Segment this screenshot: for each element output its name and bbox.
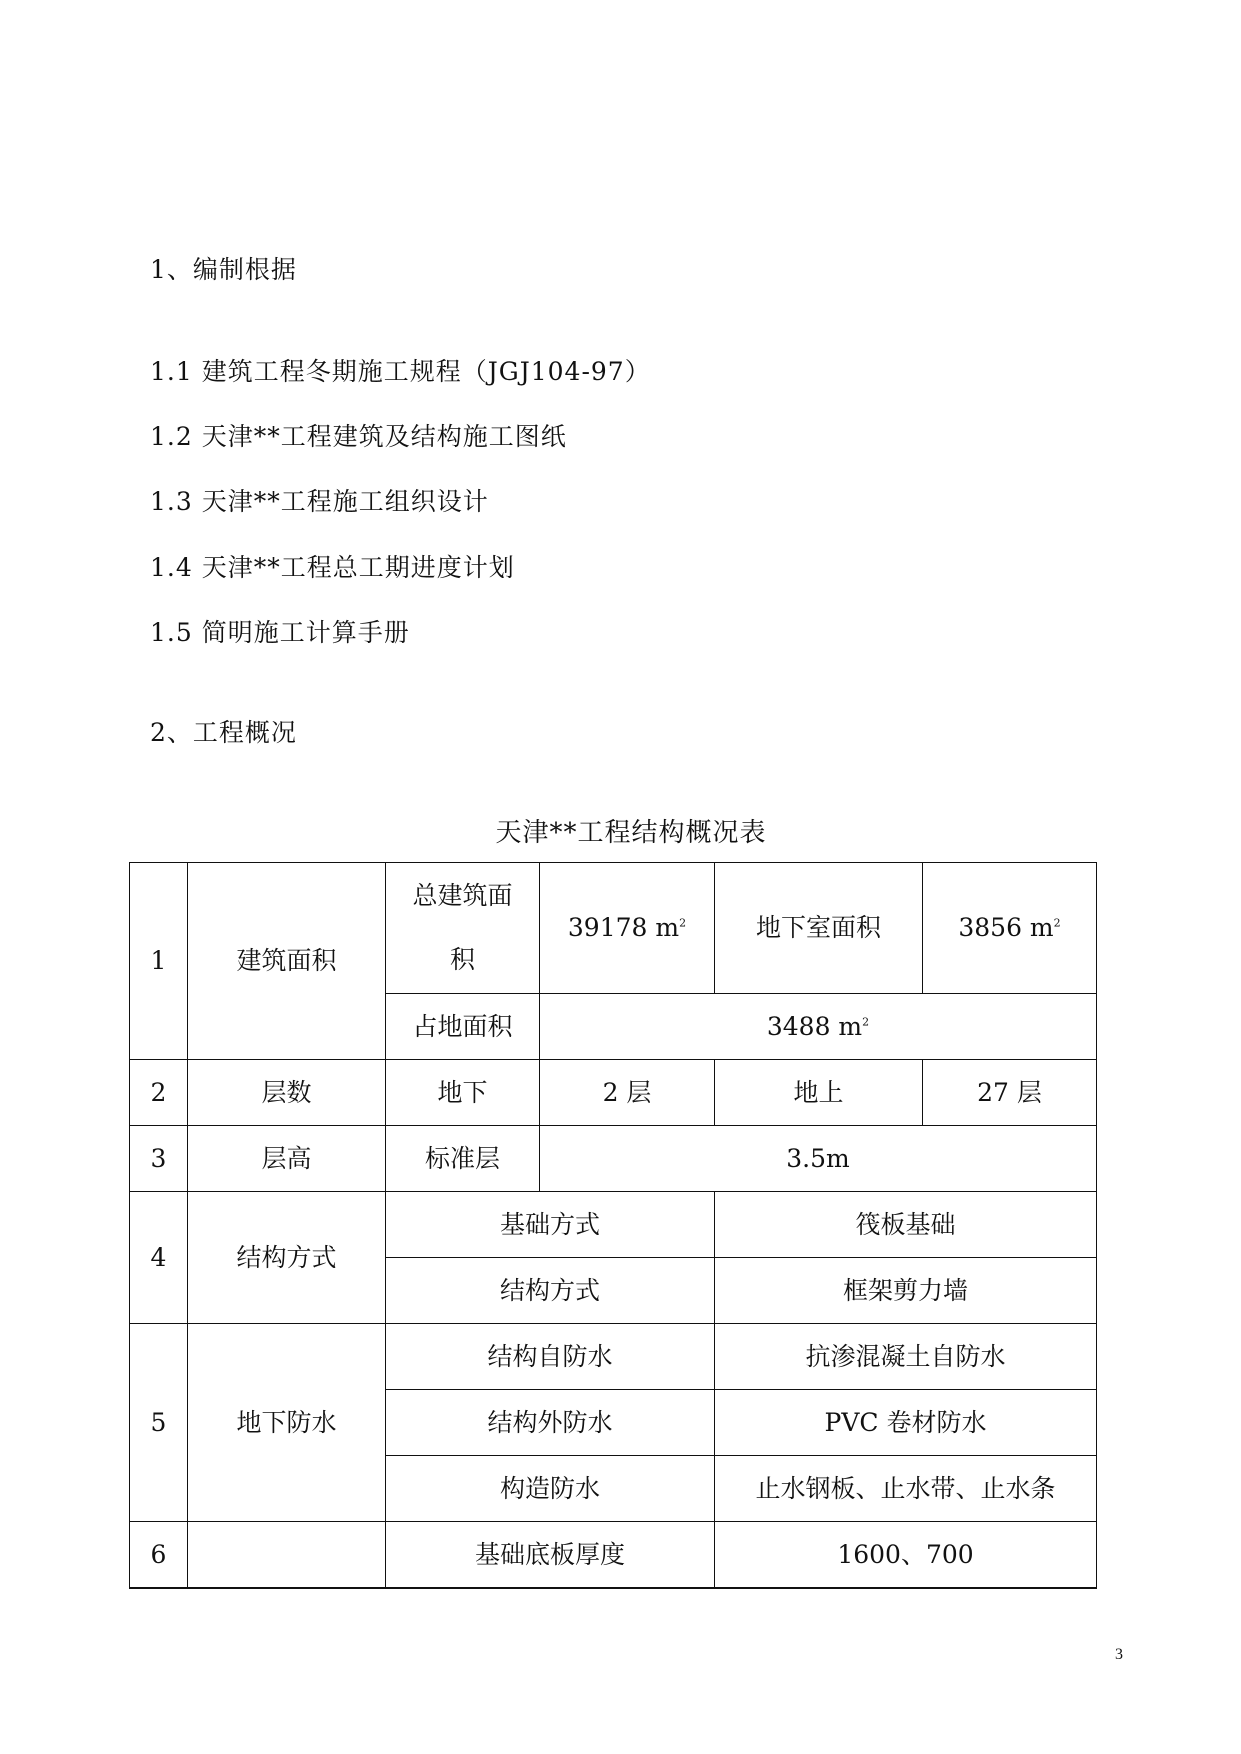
row-item-name: 建筑面积 [188, 863, 386, 1060]
cell-label: 地上 [715, 1060, 923, 1126]
section-heading-basis: 1、编制根据 [150, 255, 297, 284]
row-item-name: 结构方式 [188, 1192, 386, 1324]
basis-item-5: 1.5 简明施工计算手册 [150, 618, 410, 647]
cell-value: 框架剪力墙 [715, 1258, 1097, 1324]
table-row [130, 863, 1097, 994]
cell-value [540, 863, 715, 994]
unit-superscript: 2 [679, 917, 687, 931]
row-number: 4 [130, 1192, 188, 1324]
table-row [130, 1126, 1097, 1192]
basis-item-2: 1.2 天津**工程建筑及结构施工图纸 [150, 422, 567, 451]
cell-label: 基础方式 [386, 1192, 715, 1258]
page-number: 3 [1115, 1646, 1123, 1663]
unit-superscript: 2 [862, 1015, 870, 1029]
row-item-name: 地下防水 [188, 1324, 386, 1522]
row-item-name: 层数 [188, 1060, 386, 1126]
cell-label-text: 总建筑面积 [412, 881, 513, 974]
row-number: 5 [130, 1324, 188, 1522]
cell-value: 3.5m [540, 1126, 1097, 1192]
cell-value: 2 层 [540, 1060, 715, 1126]
value-text: 39178 m [567, 913, 680, 943]
structure-overview-table [129, 862, 1097, 1589]
section-heading-overview: 2、工程概况 [150, 718, 297, 747]
cell-label: 结构自防水 [386, 1324, 715, 1390]
value-text: 3856 m [958, 913, 1054, 943]
unit-superscript: 2 [1053, 917, 1061, 931]
cell-label [386, 863, 540, 994]
cell-label: 构造防水 [386, 1456, 715, 1522]
cell-label: 占地面积 [386, 994, 540, 1060]
cell-value [923, 863, 1097, 994]
cell-label: 地下 [386, 1060, 540, 1126]
table-caption: 天津**工程结构概况表 [495, 818, 767, 848]
cell-value: PVC 卷材防水 [715, 1390, 1097, 1456]
row-number: 1 [130, 863, 188, 1060]
basis-item-4: 1.4 天津**工程总工期进度计划 [150, 553, 515, 582]
cell-label: 标准层 [386, 1126, 540, 1192]
cell-value: 抗渗混凝土自防水 [715, 1324, 1097, 1390]
basis-item-1: 1.1 建筑工程冬期施工规程（JGJ104-97） [150, 357, 651, 386]
row-number: 2 [130, 1060, 188, 1126]
table-row [130, 1060, 1097, 1126]
cell-label: 结构外防水 [386, 1390, 715, 1456]
cell-label: 基础底板厚度 [386, 1522, 715, 1589]
table-row [130, 1192, 1097, 1258]
cell-value: 止水钢板、止水带、止水条 [715, 1456, 1097, 1522]
row-item-name: 层高 [188, 1126, 386, 1192]
cell-value: 筏板基础 [715, 1192, 1097, 1258]
cell-value [540, 994, 1097, 1060]
row-number: 6 [130, 1522, 188, 1589]
cell-value: 27 层 [923, 1060, 1097, 1126]
cell-label: 地下室面积 [715, 863, 923, 994]
value-text: 3488 m [766, 1011, 863, 1041]
table-row [130, 1324, 1097, 1390]
table-row [130, 1522, 1097, 1589]
cell-label: 结构方式 [386, 1258, 715, 1324]
basis-item-3: 1.3 天津**工程施工组织设计 [150, 487, 489, 516]
cell-value: 1600、700 [715, 1522, 1097, 1589]
row-item-name [188, 1522, 386, 1589]
row-number: 3 [130, 1126, 188, 1192]
